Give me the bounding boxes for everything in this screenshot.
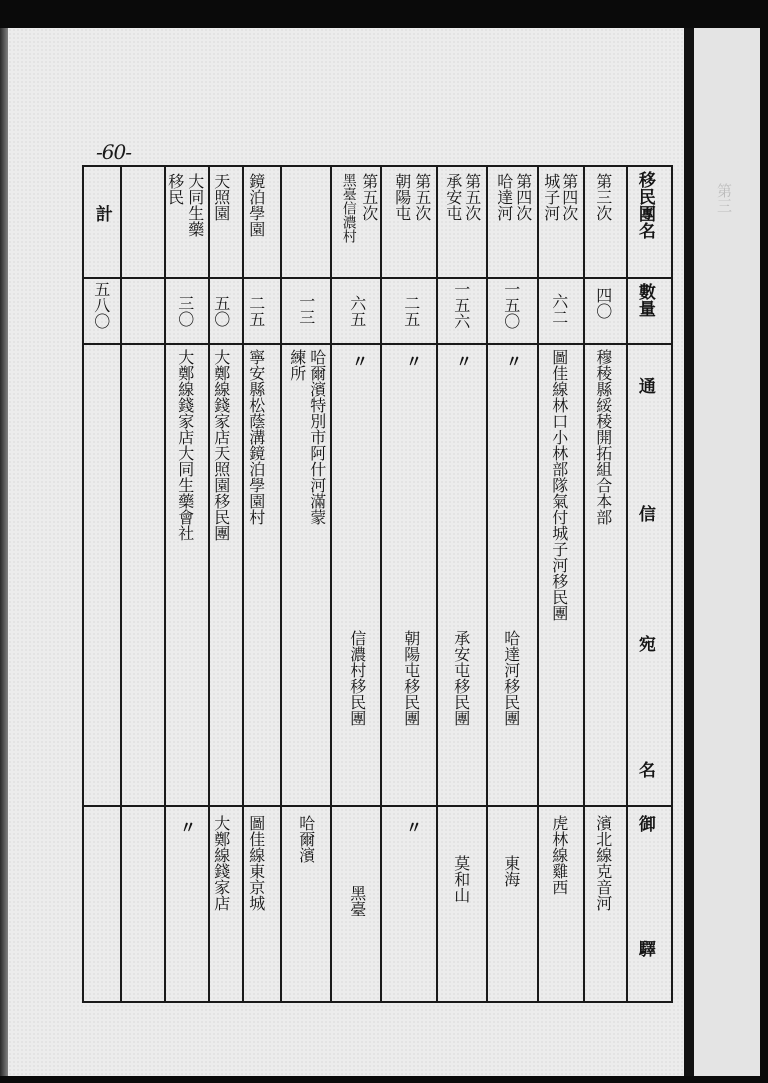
row-count: 六二 [549, 293, 569, 325]
row-count: 三〇 [175, 295, 195, 327]
column-rule [242, 165, 244, 1003]
row-station: 哈爾濱 [296, 815, 316, 863]
row-name-sub: 哈達河 [494, 173, 514, 221]
row-address: 寧安縣松蔭溝鏡泊學園村 [246, 349, 266, 525]
column-rule [164, 165, 166, 1003]
header-station-1: 御 [634, 815, 655, 832]
bleed-through-text: 第三 [715, 183, 733, 213]
row-address-ditto: 〃 [352, 352, 369, 371]
row-station: 東海 [501, 855, 521, 887]
header-station-2: 驛 [634, 940, 655, 957]
row-name: 第三次 [593, 173, 613, 221]
column-rule [380, 165, 382, 1003]
column-rule [280, 165, 282, 1003]
row-address: 圖佳線林口小林部隊氣付城子河移民團 [549, 349, 569, 621]
row-name-sub: 黑臺信濃村 [340, 173, 357, 243]
row-station: 大鄭線錢家店 [211, 815, 231, 911]
row-address: 哈爾濱特別市阿什河滿蒙 [307, 349, 327, 525]
column-rule [120, 165, 122, 1003]
row-name-sub: 朝陽屯 [392, 173, 412, 221]
row-name: 鏡泊學園 [246, 173, 266, 237]
header-address-2: 信 [634, 505, 655, 522]
row-address-ditto: 〃 [456, 352, 473, 371]
row-address: 大鄭線錢家店天照園移民團 [211, 349, 231, 541]
row-name: 大同生藥 [185, 173, 205, 237]
immigrant-group-table [82, 165, 673, 1003]
table-right-rule [671, 165, 673, 1003]
total-count: 五八〇 [91, 281, 111, 329]
header-name: 移民團名 [634, 171, 655, 239]
header-address-3: 宛 [634, 635, 655, 652]
table-left-rule [82, 165, 84, 1003]
total-label: 計 [91, 205, 112, 222]
row-address: 穆稜縣綏稜開拓組合本部 [593, 349, 613, 525]
row-station: 莫和山 [451, 855, 471, 903]
row-station: 虎林線雞西 [549, 815, 569, 895]
row-station: 黑臺 [347, 885, 367, 917]
row-station-ditto: 〃 [406, 818, 423, 837]
row-address: 信濃村移民團 [347, 630, 367, 726]
row-count: 六五 [347, 295, 367, 327]
column-rule [583, 165, 585, 1003]
row-name: 第五次 [462, 173, 482, 221]
column-rule [436, 165, 438, 1003]
row-address: 哈達河移民團 [501, 630, 521, 726]
row-name-sub: 城子河 [541, 173, 561, 221]
row-count: 五〇 [211, 295, 231, 327]
page-number: -60- [96, 140, 131, 164]
column-rule [208, 165, 210, 1003]
column-rule [537, 165, 539, 1003]
row-address: 大鄭線錢家店大同生藥會社 [175, 349, 195, 541]
row-name: 第四次 [559, 173, 579, 221]
row-name-sub: 承安屯 [443, 173, 463, 221]
column-rule [330, 165, 332, 1003]
row-station: 圖佳線東京城 [246, 815, 266, 911]
row-count: 二五 [246, 295, 266, 327]
column-rule [486, 165, 488, 1003]
header-count: 數量 [634, 283, 655, 317]
row-name: 第五次 [412, 173, 432, 221]
row-station-ditto: 〃 [180, 818, 197, 837]
row-address-ditto: 〃 [506, 352, 523, 371]
row-count: 四〇 [593, 287, 613, 319]
row-address: 承安屯移民團 [451, 630, 471, 726]
row-count: 二五 [401, 295, 421, 327]
page-gutter [684, 28, 694, 1076]
row-name: 天照園 [211, 173, 231, 221]
row-name: 第四次 [513, 173, 533, 221]
row-name: 第五次 [359, 173, 379, 221]
row-address: 朝陽屯移民團 [401, 630, 421, 726]
row-address-cont: 練所 [287, 349, 307, 381]
header-address-4: 名 [634, 761, 655, 778]
row-address-ditto: 〃 [406, 352, 423, 371]
column-rule [626, 165, 628, 1003]
row-count: 一五〇 [501, 281, 521, 329]
row-station: 濱北線克音河 [593, 815, 613, 911]
row-count: 一五六 [451, 281, 471, 329]
row-name-sub: 移民 [165, 173, 185, 205]
header-address-1: 通 [634, 377, 655, 394]
next-page-edge [694, 28, 760, 1076]
row-count: 一三 [296, 293, 316, 325]
